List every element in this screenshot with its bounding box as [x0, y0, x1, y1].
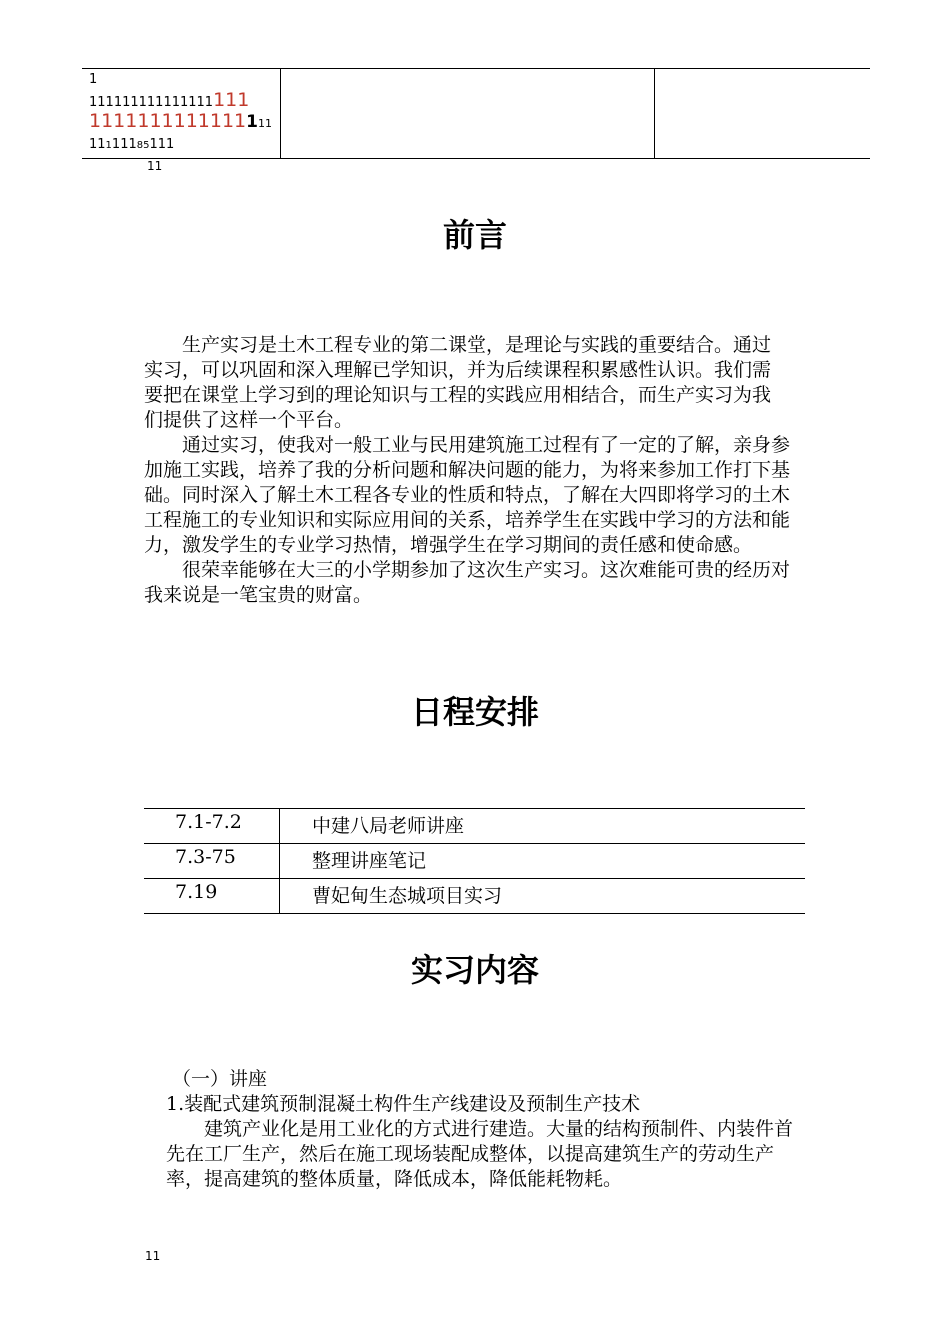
preface-paragraph: 很荣幸能够在大三的小学期参加了这次生产实习。这次难能可贵的经历对我来说是一笔宝贵的财富。 — [144, 559, 791, 606]
header-code-line: 1 — [89, 72, 98, 87]
schedule-title: 日程安排 — [410, 693, 539, 731]
preface-paragraph: 通过实习，使我对一般工业与民用建筑施工过程有了一定的了解，亲身参加施工实践，培养了我的分析问题和解决问题的能力，为将来参加工作打下基础。同时深入了解土木工程各专业的性质和特点，了解在大四即将学习的土木工程施工的专业知识和实际应用间的关系，培养学生在实践中学习的方法和能力，激发学生的专业学习热情，增强学生在学习期间的责任感和使命感。 — [144, 434, 791, 556]
preface-body — [144, 333, 808, 608]
topic-heading: 1.装配式建筑预制混凝土构件生产线建设及预制生产技术 — [166, 1093, 641, 1115]
schedule-row — [144, 843, 805, 878]
schedule-date: 7.19 — [175, 881, 218, 903]
header-table-divider — [280, 69, 281, 158]
schedule-event: 中建八局老师讲座 — [312, 815, 465, 837]
schedule-row — [144, 809, 805, 843]
schedule-table — [144, 808, 805, 914]
content-title: 实习内容 — [410, 951, 539, 989]
schedule-date: 7.3-75 — [175, 846, 236, 868]
header-code-line: 111111111111111111 — [89, 89, 250, 111]
schedule-divider — [279, 844, 280, 878]
schedule-date: 7.1-7.2 — [175, 811, 242, 833]
preface-paragraph: 生产实习是土木工程专业的第二课堂，是理论与实践的重要结合。通过实习，可以巩固和深入理解已学知识，并为后续课程积累感性认识。我们需要把在课堂上学习到的理论知识与工程的实践应用相结合，而生产实习为我们提供了这样一个平台。 — [144, 334, 772, 431]
schedule-event: 曹妃甸生态城项目实习 — [312, 885, 503, 907]
schedule-row — [144, 878, 805, 913]
header-code-line: 1111111111111111 — [89, 110, 272, 132]
section-heading: （一）讲座 — [172, 1068, 268, 1090]
header-table-divider — [654, 69, 655, 158]
content-paragraph: 建筑产业化是用工业化的方式进行建造。大量的结构预制件、内装件首先在工厂生产，然后在施工现场装配成整体，以提高建筑生产的劳动生产率，提高建筑的整体质量，降低成本，降低能耗物耗。 — [166, 1118, 794, 1190]
header-code-line: 11 — [147, 159, 163, 173]
page-marker: 11 — [145, 1249, 161, 1263]
preface-title: 前言 — [442, 216, 507, 254]
schedule-event: 整理讲座笔记 — [312, 850, 427, 872]
header-code-line: 11111185111 — [89, 137, 175, 152]
lecture-section — [166, 1067, 796, 1192]
schedule-divider — [279, 879, 280, 913]
schedule-divider — [279, 809, 280, 843]
